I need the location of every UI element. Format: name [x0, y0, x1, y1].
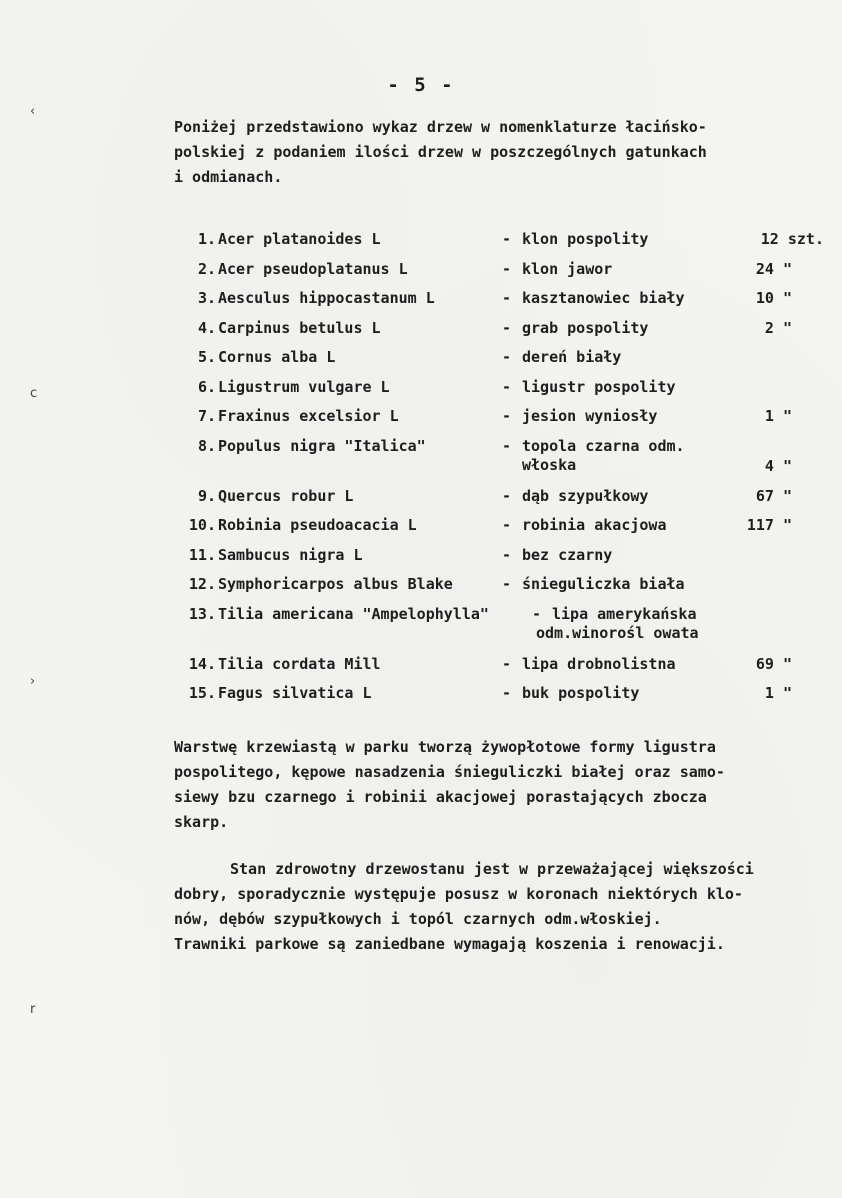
- tree-polish-name: śnieguliczka biała: [522, 575, 685, 593]
- tree-polish-name: grab pospolity: [522, 318, 649, 337]
- tree-number: 15.: [188, 684, 216, 702]
- tree-latin-name: Aesculus hippocastanum L: [218, 289, 435, 307]
- tree-latin-name: Populus nigra "Italica": [218, 436, 426, 455]
- shrub-layer-paragraph: [174, 735, 814, 835]
- text-line: dobry, sporadycznie występuje posusz w koronach niektórych klo-: [174, 885, 743, 903]
- tree-number: 9.: [197, 486, 216, 505]
- tree-count: 67 ": [755, 486, 792, 505]
- tree-latin-name: Robinia pseudoacacia L: [218, 516, 417, 534]
- text-line: pospolitego, kępowe nasadzenia śnieguliczki białej oraz samo-: [174, 763, 725, 781]
- tree-latin-name: Ligustrum vulgare L: [218, 377, 390, 396]
- separator-dash: -: [502, 684, 512, 702]
- separator-dash: -: [502, 436, 512, 455]
- tree-latin-name: Tilia americana "Ampelophylla": [218, 604, 489, 623]
- tree-number: 7.: [197, 407, 216, 425]
- text-line: Trawniki parkowe są zaniedbane wymagają koszenia i renowacji.: [174, 935, 725, 953]
- tree-number: 4.: [197, 318, 216, 337]
- tree-list: [0, 230, 842, 714]
- separator-dash: -: [502, 230, 512, 248]
- tree-row: [0, 575, 842, 605]
- tree-latin-name: Cornus alba L: [218, 348, 336, 366]
- tree-count: 24 ": [755, 259, 792, 278]
- health-status-paragraph: [174, 857, 814, 957]
- tree-row: [0, 348, 842, 378]
- separator-dash: -: [502, 486, 512, 505]
- tree-row: [0, 289, 842, 319]
- tree-polish-name: [536, 604, 699, 643]
- text-line: polskiej z podaniem ilości drzew w poszczególnych gatunkach: [174, 143, 707, 161]
- margin-mark: ‹: [30, 104, 36, 119]
- tree-row: [0, 605, 842, 655]
- tree-count: 12 szt.: [760, 230, 824, 248]
- tree-row: [0, 655, 842, 685]
- tree-polish-name: jesion wyniosły: [522, 407, 658, 425]
- tree-number: 6.: [197, 377, 216, 396]
- text-line: Warstwę krzewiastą w parku tworzą żywopłotowe formy ligustra: [174, 738, 716, 756]
- tree-polish-name: klon pospolity: [522, 230, 649, 248]
- tree-count: 1 ": [764, 407, 792, 425]
- tree-polish-name: dereń biały: [522, 348, 622, 366]
- tree-count: 2 ": [764, 318, 792, 337]
- separator-dash: -: [502, 545, 512, 564]
- tree-count: 10 ": [755, 289, 792, 307]
- intro-paragraph: [174, 115, 814, 190]
- tree-number: 2.: [197, 259, 216, 278]
- tree-latin-name: Acer pseudoplatanus L: [218, 259, 408, 278]
- tree-latin-name: Quercus robur L: [218, 486, 354, 505]
- tree-row: [0, 684, 842, 714]
- separator-dash: -: [502, 348, 512, 366]
- separator-dash: -: [502, 407, 512, 425]
- text-line: siewy bzu czarnego i robinii akacjowej porastających zbocza: [174, 788, 707, 806]
- tree-number: 3.: [197, 289, 216, 307]
- page-number: - 5 -: [387, 74, 455, 96]
- tree-row: [0, 516, 842, 546]
- tree-row: [0, 437, 842, 487]
- margin-mark: c: [30, 386, 38, 401]
- tree-row: [0, 260, 842, 290]
- separator-dash: -: [502, 575, 512, 593]
- tree-latin-name: Fraxinus excelsior L: [218, 407, 399, 425]
- tree-count: 69 ": [755, 654, 792, 673]
- tree-latin-name: Symphoricarpos albus Blake: [218, 575, 453, 593]
- separator-dash: -: [502, 377, 512, 396]
- text-line: nów, dębów szypułkowych i topól czarnych odm.włoskiej.: [174, 910, 662, 928]
- tree-latin-name: Fagus silvatica L: [218, 684, 372, 702]
- tree-row: [0, 546, 842, 576]
- tree-latin-name: Tilia cordata Mill: [218, 654, 381, 673]
- tree-number: 14.: [188, 654, 216, 673]
- tree-number: 5.: [197, 348, 216, 366]
- tree-number: 8.: [197, 436, 216, 455]
- polish-name-line: odm.winorośl owata: [536, 623, 699, 642]
- polish-name-line: topola czarna odm.: [522, 436, 685, 455]
- polish-name-line: włoska: [522, 455, 577, 474]
- tree-polish-name: robinia akacjowa: [522, 516, 667, 534]
- tree-row: [0, 319, 842, 349]
- tree-row: [0, 487, 842, 517]
- separator-dash: -: [502, 318, 512, 337]
- tree-polish-name: buk pospolity: [522, 684, 640, 702]
- tree-polish-name: [522, 437, 685, 475]
- margin-mark: ›: [30, 674, 36, 689]
- tree-number: 12.: [188, 575, 216, 593]
- tree-polish-name: lipa drobnolistna: [522, 654, 676, 673]
- tree-number: 1.: [197, 230, 216, 248]
- separator-dash: -: [502, 259, 512, 278]
- text-line: skarp.: [174, 813, 229, 831]
- tree-latin-name: Acer platanoides L: [218, 230, 381, 248]
- text-line: Poniżej przedstawiono wykaz drzew w nomenklaturze łacińsko-: [174, 118, 707, 136]
- tree-row: [0, 407, 842, 437]
- separator-dash: -: [532, 604, 542, 623]
- separator-dash: -: [502, 516, 512, 534]
- separator-dash: -: [502, 654, 512, 673]
- tree-polish-name: ligustr pospolity: [522, 377, 676, 396]
- tree-count: 4 ": [764, 456, 792, 475]
- tree-polish-name: dąb szypułkowy: [522, 486, 649, 505]
- separator-dash: -: [502, 289, 512, 307]
- text-line: Stan zdrowotny drzewostanu jest w przeważającej większości: [230, 860, 754, 878]
- tree-number: 13.: [188, 604, 216, 623]
- tree-count: 1 ": [764, 684, 792, 702]
- tree-number: 10.: [188, 516, 216, 534]
- margin-mark: r: [30, 1002, 36, 1017]
- tree-row: [0, 378, 842, 408]
- tree-row: [0, 230, 842, 260]
- tree-number: 11.: [188, 545, 216, 564]
- tree-polish-name: kasztanowiec biały: [522, 289, 685, 307]
- tree-polish-name: bez czarny: [522, 545, 613, 564]
- tree-latin-name: Sambucus nigra L: [218, 545, 363, 564]
- text-line: i odmianach.: [174, 168, 283, 186]
- tree-count: 117 ": [746, 516, 792, 534]
- polish-name-line: lipa amerykańska: [552, 604, 697, 623]
- tree-polish-name: klon jawor: [522, 259, 613, 278]
- tree-latin-name: Carpinus betulus L: [218, 318, 381, 337]
